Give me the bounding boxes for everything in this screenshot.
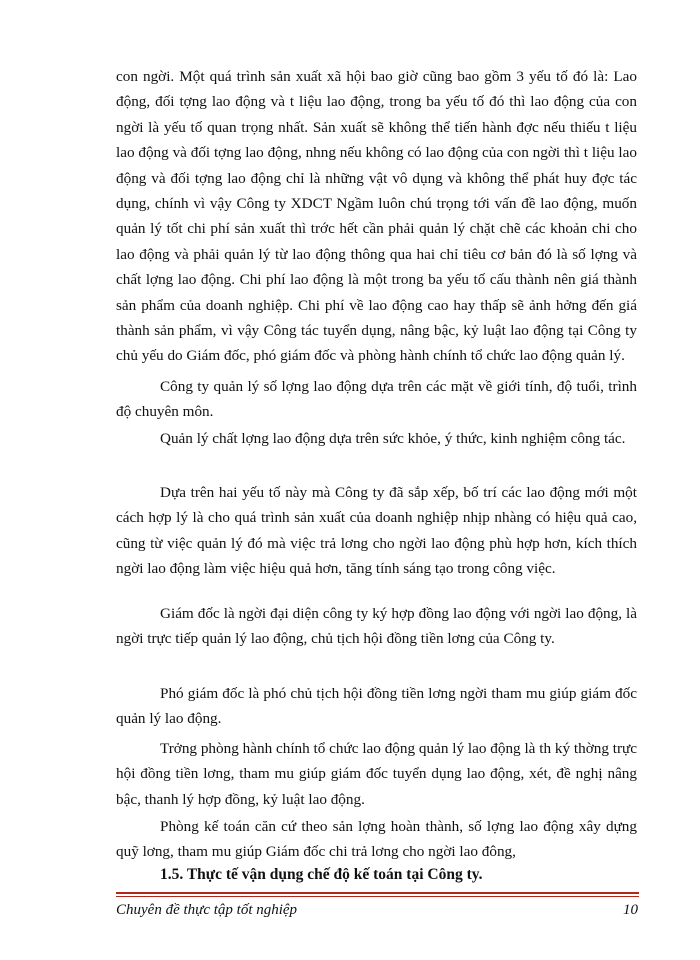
paragraph-labor-quantity: Công ty quản lý số lợng lao động dựa trên các mặt về giới tính, độ tuổi, trình độ chuyên môn. [116, 378, 637, 421]
paragraph-director: Giám đốc là ngời đại diện công ty ký hợp đồng lao động với ngời lao động, là ngời trực tiếp quản lý lao động, chủ tịch hội đồng tiền lơng của Công ty. [116, 605, 637, 648]
section-heading: 1.5. Thực tế vận dụng chế độ kế toán tại Công ty. [160, 866, 483, 883]
paragraph-admin-head: Trởng phòng hành chính tổ chức lao động quản lý lao động là th ký thờng trực hội đồng tiền lơng, tham mu giúp giám đốc tuyển dụng lao động, xét, đề nghị nâng bậc, thanh lý hợp đồng, kỷ luật lao động. [116, 740, 637, 808]
paragraph-accounting: Phòng kế toán căn cứ theo sản lợng hoàn thành, số lợng lao động xây dựng quỹ lơng, tham mu giúp Giám đốc chi trả lơng cho ngời lao đông, [116, 818, 637, 861]
paragraph-labor-overview: con ngời. Một quá trình sản xuất xã hội bao giờ cũng bao gồm 3 yếu tố đó là: Lao động, đối tợng lao động và t liệu lao động, trong ba yếu tố đó thì lao động của con ngời là yếu tố quan trọng nhất. Sản xuất sẽ không thể tiến hành đợc nếu thiếu t liệu lao động và đối tợng lao động, nhng nếu không có lao động của con ngời thì t liệu lao động và đối tợng lao động chỉ là những vật vô dụng và không thể phát huy đợc tác dụng, chính vì vậy Công ty XDCT Ngầm luôn chú trọng tới vấn đề lao động, muốn quản lý tốt chi phí sản xuất thì trớc hết cần phải quản lý chặt chẽ các khoản chi cho lao động và phải quản lý từ lao động thông qua hai chỉ tiêu cơ bản đó là số lợng và chất lợng lao động. Chi phí lao động là một trong ba yếu tố cấu thành nên giá thành sản phẩm của doanh nghiệp. Chi phí về lao động cao hay thấp sẽ ảnh hởng đến giá thành sản phẩm, vì vậy Công tác tuyển dụng, nâng bậc, kỷ luật lao động tại Công ty chủ yếu do Giám đốc, phó giám đốc và phòng hành chính tổ chức lao động quản lý. [116, 68, 637, 365]
paragraph-vice-director: Phó giám đốc là phó chủ tịch hội đồng tiền lơng ngời tham mu giúp giám đốc quản lý lao động. [116, 685, 637, 728]
paragraph-labor-quality: Quản lý chất lợng lao động dựa trên sức khỏe, ý thức, kinh nghiệm công tác. [160, 430, 626, 447]
footer-rule-thin [116, 896, 639, 897]
footer-title: Chuyên đề thực tập tốt nghiệp [116, 902, 298, 918]
footer-rule-thick [116, 892, 639, 894]
paragraph-arrangement: Dựa trên hai yếu tố này mà Công ty đã sắp xếp, bố trí các lao động mới một cách hợp lý là cho quá trình sản xuất của doanh nghiệp nhịp nhàng có hiệu quả cao, cũng từ việc quản lý đó mà việc trả lơng cho ngời lao động phù hợp hơn, kích thích ngời lao động làm việc hiệu quả hơn, tăng tính sáng tạo trong công việc. [116, 484, 637, 578]
page-number: 10 [623, 902, 638, 918]
